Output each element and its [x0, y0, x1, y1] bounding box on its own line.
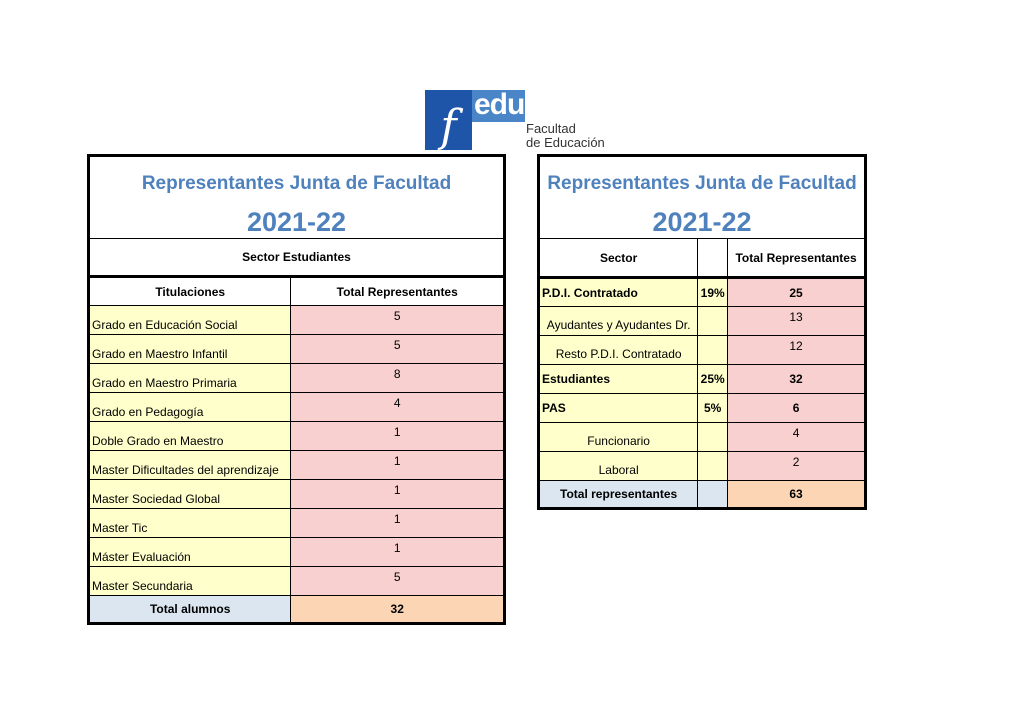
sector-value: 6 [728, 394, 866, 423]
table-row [89, 451, 505, 480]
titulacion-value: 5 [291, 335, 505, 364]
sector-name: P.D.I. Contratado [539, 278, 698, 307]
left-table-year: 2021-22 [246, 207, 347, 237]
sector-pct [698, 423, 728, 452]
titulacion-value: 5 [291, 567, 505, 596]
student-representatives-table [87, 154, 506, 625]
titulacion-name: Grado en Educación Social [89, 306, 291, 335]
titulacion-name: Grado en Maestro Primaria [89, 364, 291, 393]
sector-pct: 25% [698, 365, 728, 394]
table-row [89, 364, 505, 393]
titulacion-value: 8 [291, 364, 505, 393]
table-row [539, 452, 866, 481]
titulacion-name: Master Dificultades del aprendizaje [89, 451, 291, 480]
table-row [539, 365, 866, 394]
table-row [89, 393, 505, 422]
left-col-total: Total Representantes [291, 277, 505, 306]
sector-pct [698, 336, 728, 365]
titulacion-value: 5 [291, 306, 505, 335]
left-table-title: Representantes Junta de Facultad [141, 173, 452, 194]
table-row [89, 306, 505, 335]
left-col-titulaciones: Titulaciones [89, 277, 291, 306]
total-representantes-value: 63 [728, 481, 866, 509]
sector-pct: 19% [698, 278, 728, 307]
total-row [539, 481, 866, 509]
sector-value: 12 [728, 336, 866, 365]
table-row [89, 422, 505, 451]
titulacion-value: 4 [291, 393, 505, 422]
titulacion-name: Master Sociedad Global [89, 480, 291, 509]
logo-faculty-name [526, 122, 605, 150]
sector-name: PAS [539, 394, 698, 423]
titulacion-value: 1 [291, 480, 505, 509]
sector-value: 4 [728, 423, 866, 452]
logo-line-1: Facultad [526, 121, 576, 136]
table-row [539, 394, 866, 423]
left-title-block [89, 156, 505, 239]
sector-name: Laboral [539, 452, 698, 481]
right-title-block [539, 156, 866, 239]
logo-f-glyph: f [440, 101, 457, 152]
titulacion-name: Master Tic [89, 509, 291, 538]
total-alumnos-value: 32 [291, 596, 505, 624]
logo-line-2: de Educación [526, 135, 605, 150]
table-row [539, 307, 866, 336]
right-col-pct [698, 239, 728, 278]
table-row [89, 509, 505, 538]
right-table-title: Representantes Junta de Facultad [547, 173, 857, 194]
titulacion-name: Grado en Maestro Infantil [89, 335, 291, 364]
total-alumnos-label: Total alumnos [89, 596, 291, 624]
table-row [539, 423, 866, 452]
sector-name: Estudiantes [539, 365, 698, 394]
titulacion-name: Grado en Pedagogía [89, 393, 291, 422]
titulacion-name: Master Secundaria [89, 567, 291, 596]
table-row [89, 567, 505, 596]
sector-value: 2 [728, 452, 866, 481]
titulacion-value: 1 [291, 538, 505, 567]
table-row [539, 278, 866, 307]
sector-name: Funcionario [539, 423, 698, 452]
sector-representatives-table [537, 154, 867, 510]
sector-name: Resto P.D.I. Contratado [539, 336, 698, 365]
right-col-total: Total Representantes [728, 239, 866, 278]
right-col-sector: Sector [539, 239, 698, 278]
sector-name: Ayudantes y Ayudantes Dr. [539, 307, 698, 336]
table-row [89, 538, 505, 567]
sector-value: 13 [728, 307, 866, 336]
table-row [89, 335, 505, 364]
total-row [89, 596, 505, 624]
sector-pct [698, 452, 728, 481]
left-sector-header: Sector Estudiantes [89, 239, 505, 277]
sector-pct: 5% [698, 394, 728, 423]
sector-value: 25 [728, 278, 866, 307]
total-representantes-label: Total representantes [539, 481, 698, 509]
right-table-year: 2021-22 [652, 207, 752, 237]
total-pct-empty [698, 481, 728, 509]
titulacion-value: 1 [291, 509, 505, 538]
faculty-logo [425, 90, 605, 150]
titulacion-name: Máster Evaluación [89, 538, 291, 567]
titulacion-value: 1 [291, 451, 505, 480]
logo-edu-text: edu [474, 88, 525, 121]
sector-pct [698, 307, 728, 336]
table-row [89, 480, 505, 509]
table-row [539, 336, 866, 365]
sector-value: 32 [728, 365, 866, 394]
titulacion-value: 1 [291, 422, 505, 451]
titulacion-name: Doble Grado en Maestro [89, 422, 291, 451]
